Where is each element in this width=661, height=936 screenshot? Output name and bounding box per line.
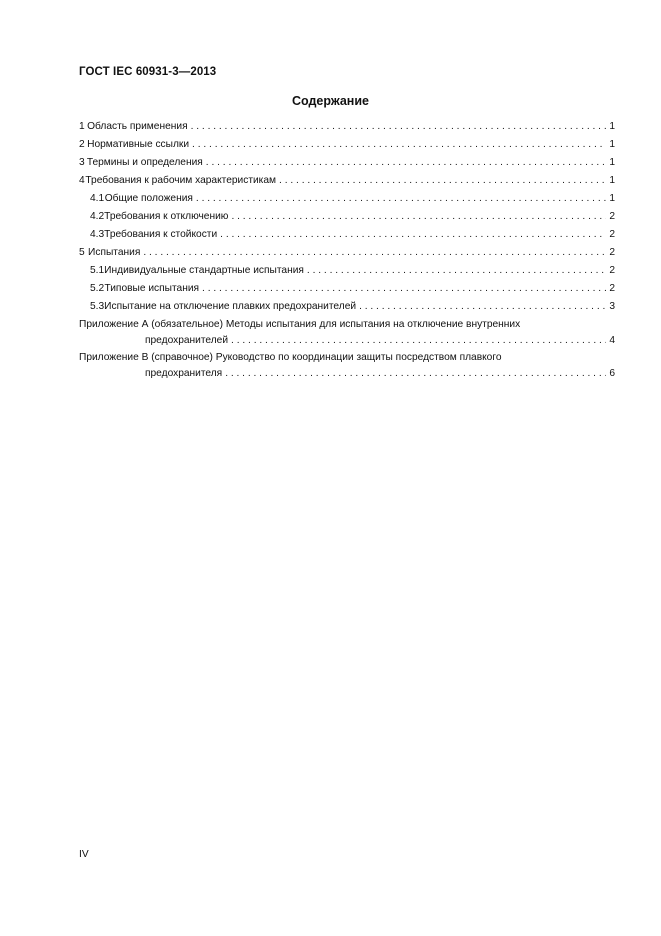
- page-number: IV: [79, 849, 89, 860]
- toc-entry-title: Требования к стойкости: [104, 229, 218, 240]
- toc-entry-title: Индивидуальные стандартные испытания: [104, 265, 304, 276]
- leader-dots: [206, 156, 606, 170]
- toc-entry-page: 1: [609, 175, 615, 186]
- toc-entry-number: 2: [79, 139, 85, 150]
- leader-dots: [192, 138, 606, 152]
- toc-entry-page: 1: [609, 121, 615, 132]
- toc-entry-title: предохранителей: [145, 335, 229, 346]
- toc-entry-title: Испытание на отключение плавких предохранителей: [104, 301, 357, 312]
- toc-entry-5-3[interactable]: [79, 300, 615, 314]
- toc-entry-title: Область применения: [87, 121, 188, 132]
- standard-designation: ГОСТ IEC 60931-3—2013: [79, 66, 217, 78]
- toc-entry-number: 5.2: [90, 283, 105, 294]
- toc-entry-title: Испытания: [88, 247, 141, 258]
- toc-entry-4-2[interactable]: [79, 210, 615, 224]
- toc-entry-page: 2: [609, 265, 615, 276]
- toc-annex-b-heading[interactable]: Приложение В (справочное) Руководство по координации защиты посредством плавкого: [79, 352, 502, 363]
- toc-entry-page: 2: [609, 247, 615, 258]
- leader-dots: [359, 300, 606, 314]
- toc-entry-number: 5.1: [90, 265, 105, 276]
- leader-dots: [143, 246, 606, 260]
- leader-dots: [225, 367, 606, 381]
- toc-entry-number: 4: [79, 175, 85, 186]
- leader-dots: [202, 282, 606, 296]
- toc-annex-a-heading[interactable]: Приложение А (обязательное) Методы испытания для испытания на отключение внутренних: [79, 319, 521, 330]
- toc-annex-b[interactable]: [79, 367, 615, 381]
- toc-entry-2[interactable]: [79, 138, 615, 152]
- toc-entry-page: 2: [609, 211, 615, 222]
- toc-entry-page: 2: [609, 283, 615, 294]
- toc-entry-3[interactable]: [79, 156, 615, 170]
- toc-entry-number: 3: [79, 157, 85, 168]
- toc-entry-page: 1: [609, 193, 615, 204]
- toc-entry-page: 1: [609, 139, 615, 150]
- toc-entry-4-1[interactable]: [79, 192, 615, 206]
- leader-dots: [196, 192, 606, 206]
- page-title: Содержание: [291, 94, 369, 108]
- toc-annex-a[interactable]: [79, 334, 615, 348]
- leader-dots: [191, 120, 606, 134]
- leader-dots: [231, 210, 606, 224]
- toc-entry-5-1[interactable]: [79, 264, 615, 278]
- toc-entry-5-2[interactable]: [79, 282, 615, 296]
- toc-entry-page: 6: [609, 368, 615, 379]
- leader-dots: [220, 228, 606, 242]
- toc-entry-4-3[interactable]: [79, 228, 615, 242]
- toc-entry-number: 4.3: [90, 229, 105, 240]
- toc-entry-5[interactable]: [79, 246, 615, 260]
- toc-entry-1[interactable]: [79, 120, 615, 134]
- leader-dots: [307, 264, 606, 278]
- toc-entry-number: 4.2: [90, 211, 105, 222]
- toc-entry-number: 4.1: [90, 193, 105, 204]
- toc-entry-title: предохранителя: [145, 368, 223, 379]
- toc-entry-page: 4: [609, 335, 615, 346]
- leader-dots: [231, 334, 606, 348]
- toc-entry-title: Требования к отключению: [104, 211, 229, 222]
- toc-entry-number: 5.3: [90, 301, 105, 312]
- toc-entry-number: 1: [79, 121, 85, 132]
- toc-entry-title: Типовые испытания: [104, 283, 200, 294]
- toc-entry-4[interactable]: [79, 174, 615, 188]
- toc-entry-page: 1: [609, 157, 615, 168]
- toc-entry-title: Термины и определения: [86, 157, 203, 168]
- toc-entry-title: Общие положения: [104, 193, 193, 204]
- toc-entry-number: 5: [79, 247, 85, 258]
- toc-entry-title: Требования к рабочим характеристикам: [85, 175, 277, 186]
- toc-entry-title: Нормативные ссылки: [87, 139, 190, 150]
- toc-entry-page: 3: [609, 301, 615, 312]
- leader-dots: [279, 174, 606, 188]
- toc-entry-page: 2: [609, 229, 615, 240]
